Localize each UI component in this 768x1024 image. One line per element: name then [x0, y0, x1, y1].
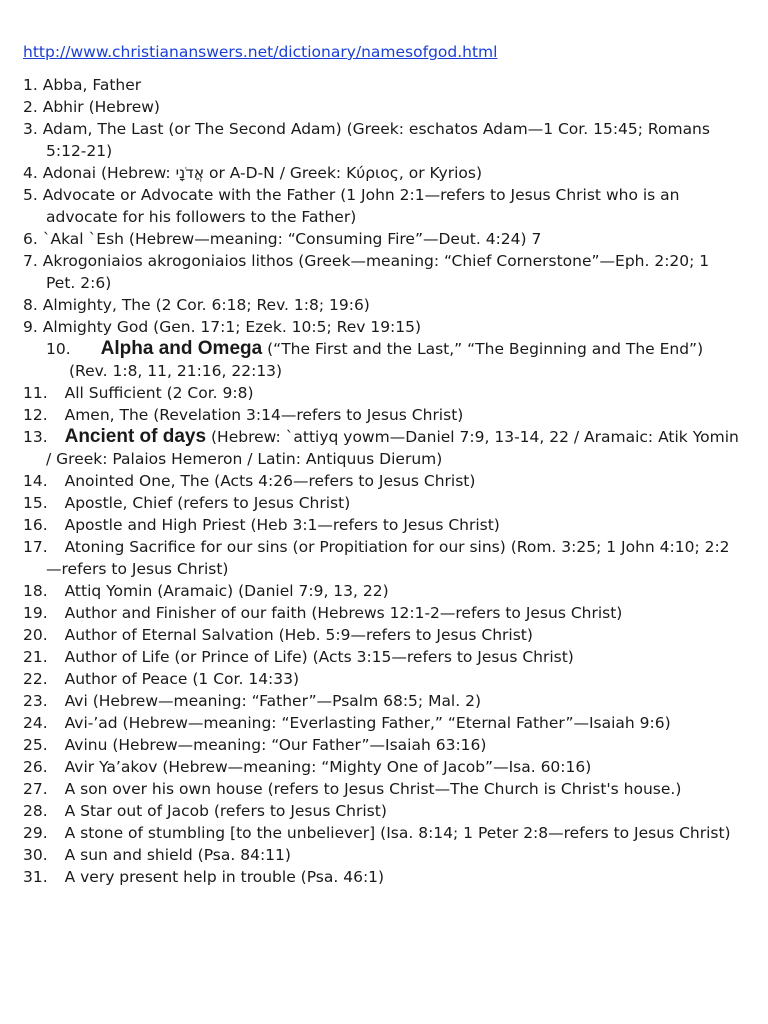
item-text: Anointed One, The (Acts 4:26—refers to Jesus Christ) — [64, 472, 476, 490]
item-number: 4. — [23, 164, 38, 182]
item-text: Apostle and High Priest (Heb 3:1—refers to Jesus Christ) — [64, 516, 500, 534]
item-number: 19. — [23, 604, 48, 622]
item-text: Avi (Hebrew—meaning: “Father”—Psalm 68:5; Mal. 2) — [64, 692, 482, 710]
item-text: A Star out of Jacob (refers to Jesus Christ) — [64, 802, 387, 820]
item-number: 21. — [23, 648, 48, 666]
item-text: Avinu (Hebrew—meaning: “Our Father”—Isaiah 63:16) — [64, 736, 487, 754]
list-item — [23, 338, 743, 382]
item-number: 14. — [23, 472, 48, 490]
item-text: Author of Life (or Prince of Life) (Acts 3:15—refers to Jesus Christ) — [64, 648, 574, 666]
list-item — [23, 470, 743, 492]
item-number: 23. — [23, 692, 48, 710]
list-item — [23, 624, 743, 646]
list-item — [23, 316, 743, 338]
item-heading: Alpha and Omega — [100, 338, 263, 359]
list-item — [23, 822, 743, 844]
item-number: 31. — [23, 868, 48, 886]
item-heading: Ancient of days — [64, 426, 207, 447]
document-page — [23, 40, 743, 888]
item-text: A son over his own house (refers to Jesus Christ—The Church is Christ's house.) — [64, 780, 682, 798]
list-item — [23, 536, 743, 580]
list-item — [23, 514, 743, 536]
item-number: 17. — [23, 538, 48, 556]
item-number: 3. — [23, 120, 38, 138]
item-number: 30. — [23, 846, 48, 864]
list-item — [23, 668, 743, 690]
item-number: 12. — [23, 406, 48, 424]
item-number: 16. — [23, 516, 48, 534]
list-item — [23, 404, 743, 426]
list-item — [23, 800, 743, 822]
list-item — [23, 294, 743, 316]
item-number: 2. — [23, 98, 38, 116]
item-number: 27. — [23, 780, 48, 798]
list-item — [23, 580, 743, 602]
item-text: Apostle, Chief (refers to Jesus Christ) — [64, 494, 351, 512]
item-text: All Sufficient (2 Cor. 9:8) — [64, 384, 254, 402]
item-number: 22. — [23, 670, 48, 688]
item-text: Author and Finisher of our faith (Hebrews 12:1-2—refers to Jesus Christ) — [64, 604, 623, 622]
item-text: A very present help in trouble (Psa. 46:1) — [64, 868, 385, 886]
item-number: 29. — [23, 824, 48, 842]
item-number: 11. — [23, 384, 48, 402]
item-number: 1. — [23, 76, 38, 94]
item-number: 10. — [46, 340, 71, 358]
list-item — [23, 734, 743, 756]
item-number: 15. — [23, 494, 48, 512]
item-text: Adam, The Last (or The Second Adam) (Greek: eschatos Adam—1 Cor. 15:45; Romans 5:12-21) — [42, 120, 710, 160]
list-item — [23, 228, 743, 250]
item-text: Amen, The (Revelation 3:14—refers to Jesus Christ) — [64, 406, 464, 424]
item-number: 9. — [23, 318, 38, 336]
item-number: 8. — [23, 296, 38, 314]
item-text: Abba, Father — [42, 76, 142, 94]
list-item — [23, 184, 743, 228]
item-number: 24. — [23, 714, 48, 732]
list-item — [23, 250, 743, 294]
item-text: (“The First and the Last,” “The Beginning and The End”) (Rev. 1:8, 11, 21:16, 22:13) — [69, 340, 704, 380]
item-text: Almighty God (Gen. 17:1; Ezek. 10:5; Rev 19:15) — [42, 318, 422, 336]
list-item — [23, 646, 743, 668]
item-text: A stone of stumbling [to the unbeliever] (Isa. 8:14; 1 Peter 2:8—refers to Jesus Christ) — [64, 824, 731, 842]
item-number: 18. — [23, 582, 48, 600]
list-item — [23, 712, 743, 734]
list-item — [23, 602, 743, 624]
item-number: 13. — [23, 428, 48, 446]
item-text: Author of Peace (1 Cor. 14:33) — [64, 670, 300, 688]
list-item — [23, 162, 743, 184]
item-text: Adonai (Hebrew: אֲדֹנָי or A-D-N / Greek: Κύριος, or Kyrios) — [42, 164, 483, 182]
names-list — [23, 74, 743, 888]
item-number: 25. — [23, 736, 48, 754]
item-text: (Hebrew: `attiyq yowm—Daniel 7:9, 13-14, 22 / Aramaic: Atik Yomin / Greek: Palaios Hemeron / Latin: Antiquus Dierum) — [46, 428, 739, 468]
item-number: 20. — [23, 626, 48, 644]
item-text: Advocate or Advocate with the Father (1 John 2:1—refers to Jesus Christ who is an advocate for his followers to the Father) — [42, 186, 680, 226]
item-text: Avi-’ad (Hebrew—meaning: “Everlasting Father,” “Eternal Father”—Isaiah 9:6) — [64, 714, 671, 732]
source-link[interactable]: http://www.christiananswers.net/dictionary/namesofgod.html — [23, 43, 498, 61]
list-item — [23, 866, 743, 888]
item-text: Atoning Sacrifice for our sins (or Propitiation for our sins) (Rom. 3:25; 1 John 4:10; 2:2—refers to Jesus Christ) — [46, 538, 730, 578]
list-item — [23, 756, 743, 778]
item-text: `Akal `Esh (Hebrew—meaning: “Consuming Fire”—Deut. 4:24) 7 — [42, 230, 542, 248]
item-text: Akrogoniaios akrogoniaios lithos (Greek—meaning: “Chief Cornerstone”—Eph. 2:20; 1 Pet. 2:6) — [42, 252, 710, 292]
list-item — [23, 690, 743, 712]
list-item — [23, 778, 743, 800]
list-item — [23, 844, 743, 866]
item-text: Abhir (Hebrew) — [42, 98, 160, 116]
list-item — [23, 74, 743, 96]
item-text: Almighty, The (2 Cor. 6:18; Rev. 1:8; 19:6) — [42, 296, 370, 314]
list-item — [23, 96, 743, 118]
list-item — [23, 492, 743, 514]
item-text: Author of Eternal Salvation (Heb. 5:9—refers to Jesus Christ) — [64, 626, 533, 644]
list-item — [23, 426, 743, 470]
item-number: 7. — [23, 252, 38, 270]
item-text: Attiq Yomin (Aramaic) (Daniel 7:9, 13, 22) — [64, 582, 389, 600]
item-number: 5. — [23, 186, 38, 204]
item-text: Avir Ya’akov (Hebrew—meaning: “Mighty One of Jacob”—Isa. 60:16) — [64, 758, 592, 776]
item-number: 6. — [23, 230, 38, 248]
item-number: 28. — [23, 802, 48, 820]
item-text: A sun and shield (Psa. 84:11) — [64, 846, 291, 864]
list-item — [23, 118, 743, 162]
item-number: 26. — [23, 758, 48, 776]
list-item — [23, 382, 743, 404]
